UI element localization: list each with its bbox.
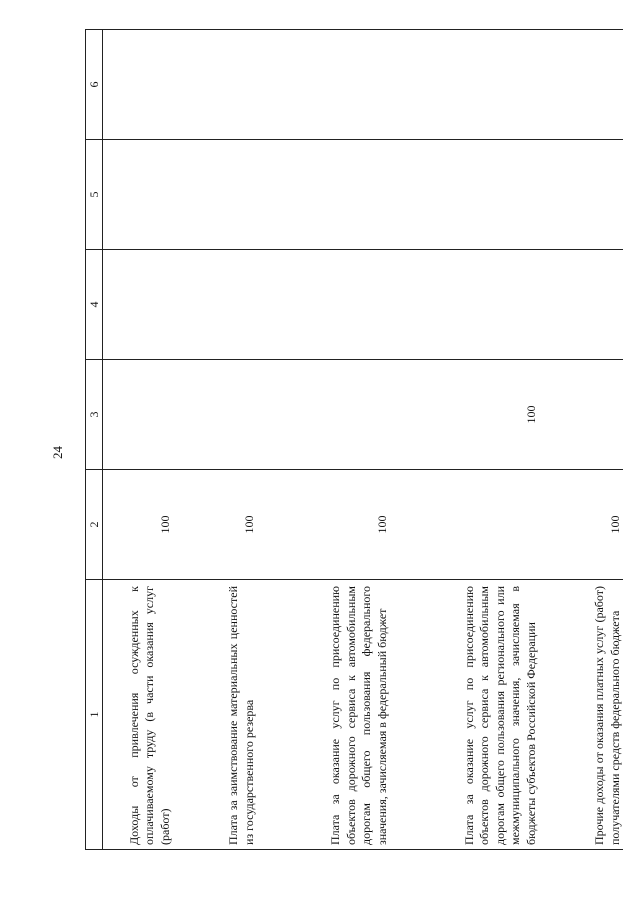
row-name: Прочие доходы от оказания платных услуг (работ) получателями средств федерального бюджета bbox=[539, 580, 623, 850]
header-col-2: 2 bbox=[86, 470, 103, 580]
row-value-col-2: 100 bbox=[173, 470, 257, 580]
row-value-col-5 bbox=[103, 140, 174, 250]
revenue-table bbox=[85, 29, 623, 850]
row-value-col-3 bbox=[539, 360, 623, 470]
row-value-col-2: 100 bbox=[539, 470, 623, 580]
header-col-5: 5 bbox=[86, 140, 103, 250]
row-value-col-2: 100 bbox=[103, 470, 174, 580]
row-value-col-6 bbox=[173, 30, 257, 140]
row-value-col-5 bbox=[539, 140, 623, 250]
header-col-4: 4 bbox=[86, 250, 103, 360]
row-value-col-3 bbox=[173, 360, 257, 470]
row-value-col-4 bbox=[539, 250, 623, 360]
row-name: Плата за оказание услуг по присоединению объектов дорожного сервиса к автомобильным дорогам общего пользования регионального или межмуниципального значения, зачисляемая в бюджеты субъектов Российской Федерации bbox=[390, 580, 539, 850]
header-col-6: 6 bbox=[86, 30, 103, 140]
row-value-col-3 bbox=[257, 360, 390, 470]
row-value-col-4 bbox=[257, 250, 390, 360]
row-value-col-2: 100 bbox=[257, 470, 390, 580]
row-value-col-5 bbox=[173, 140, 257, 250]
row-name: Доходы от привлечения осужденных к оплачиваемому труду (в части оказания услуг (работ) bbox=[103, 580, 174, 850]
row-value-col-6 bbox=[257, 30, 390, 140]
table-row bbox=[173, 30, 257, 850]
row-name: Плата за оказание услуг по присоединению объектов дорожного сервиса к автомобильным дорогам общего пользования федерального значения, зачисляемая в федеральный бюджет bbox=[257, 580, 390, 850]
table-row bbox=[539, 30, 623, 850]
row-name: Плата за заимствование материальных ценностей из государственного резерва bbox=[173, 580, 257, 850]
row-value-col-3 bbox=[103, 360, 174, 470]
row-value-col-6 bbox=[103, 30, 174, 140]
row-value-col-6 bbox=[539, 30, 623, 140]
header-row bbox=[86, 30, 103, 850]
row-value-col-4 bbox=[390, 250, 539, 360]
row-value-col-3: 100 bbox=[390, 360, 539, 470]
table-row bbox=[390, 30, 539, 850]
row-value-col-6 bbox=[390, 30, 539, 140]
header-col-3: 3 bbox=[86, 360, 103, 470]
table-row bbox=[103, 30, 174, 850]
page-number: 24 bbox=[50, 446, 65, 459]
table-row bbox=[257, 30, 390, 850]
row-value-col-5 bbox=[390, 140, 539, 250]
header-col-1: 1 bbox=[86, 580, 103, 850]
row-value-col-5 bbox=[257, 140, 390, 250]
row-value-col-4 bbox=[103, 250, 174, 360]
row-value-col-4 bbox=[173, 250, 257, 360]
row-value-col-2 bbox=[390, 470, 539, 580]
